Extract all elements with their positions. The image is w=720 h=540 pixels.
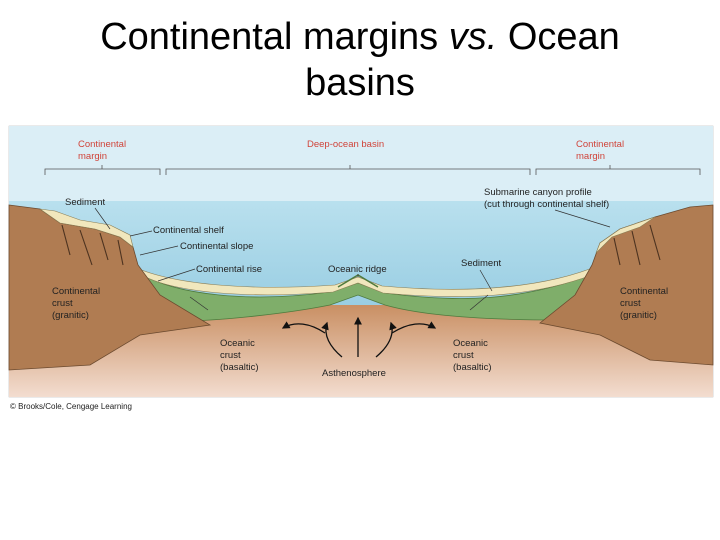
label-crust-left-1: Continental: [52, 286, 101, 297]
label-oceanic-crust-right-3: (basaltic): [453, 362, 492, 373]
label-continental-rise: Continental rise: [196, 264, 263, 275]
label-crust-right-2: crust: [620, 298, 641, 309]
label-crust-left-2: crust: [52, 298, 73, 309]
label-oceanic-crust-right-2: crust: [453, 350, 474, 361]
label-deep-basin: Deep-ocean basin: [307, 139, 385, 150]
label-canyon-2: (cut through continental shelf): [484, 199, 610, 210]
label-sediment-right: Sediment: [461, 258, 502, 269]
label-asthenosphere: Asthenosphere: [322, 368, 386, 379]
label-oceanic-ridge: Oceanic ridge: [328, 264, 387, 275]
label-oceanic-crust-left-3: (basaltic): [220, 362, 259, 373]
label-left-margin-2: margin: [78, 151, 108, 162]
label-continental-slope: Continental slope: [180, 241, 254, 252]
label-continental-shelf: Continental shelf: [153, 225, 224, 236]
label-crust-right-3: (granitic): [620, 310, 657, 321]
title-line2: basins: [305, 62, 415, 104]
title-italic: vs.: [448, 16, 498, 58]
ocean-basin-diagram: [0, 125, 720, 400]
slide-title: [0, 14, 720, 106]
label-right-margin-1: Continental: [576, 139, 625, 150]
title-part2: Ocean: [497, 16, 620, 58]
label-sediment-left: Sediment: [65, 197, 106, 208]
label-crust-right-1: Continental: [620, 286, 669, 297]
sky-band: [9, 126, 713, 206]
label-right-margin-2: margin: [576, 151, 606, 162]
label-oceanic-crust-left-1: Oceanic: [220, 338, 255, 349]
label-canyon-1: Submarine canyon profile: [484, 187, 592, 198]
label-oceanic-crust-right-1: Oceanic: [453, 338, 488, 349]
image-credit: © Brooks/Cole, Cengage Learning: [10, 402, 132, 411]
label-left-margin-1: Continental: [78, 139, 127, 150]
label-crust-left-3: (granitic): [52, 310, 89, 321]
title-part1: Continental margins: [100, 16, 449, 58]
label-oceanic-crust-left-2: crust: [220, 350, 241, 361]
